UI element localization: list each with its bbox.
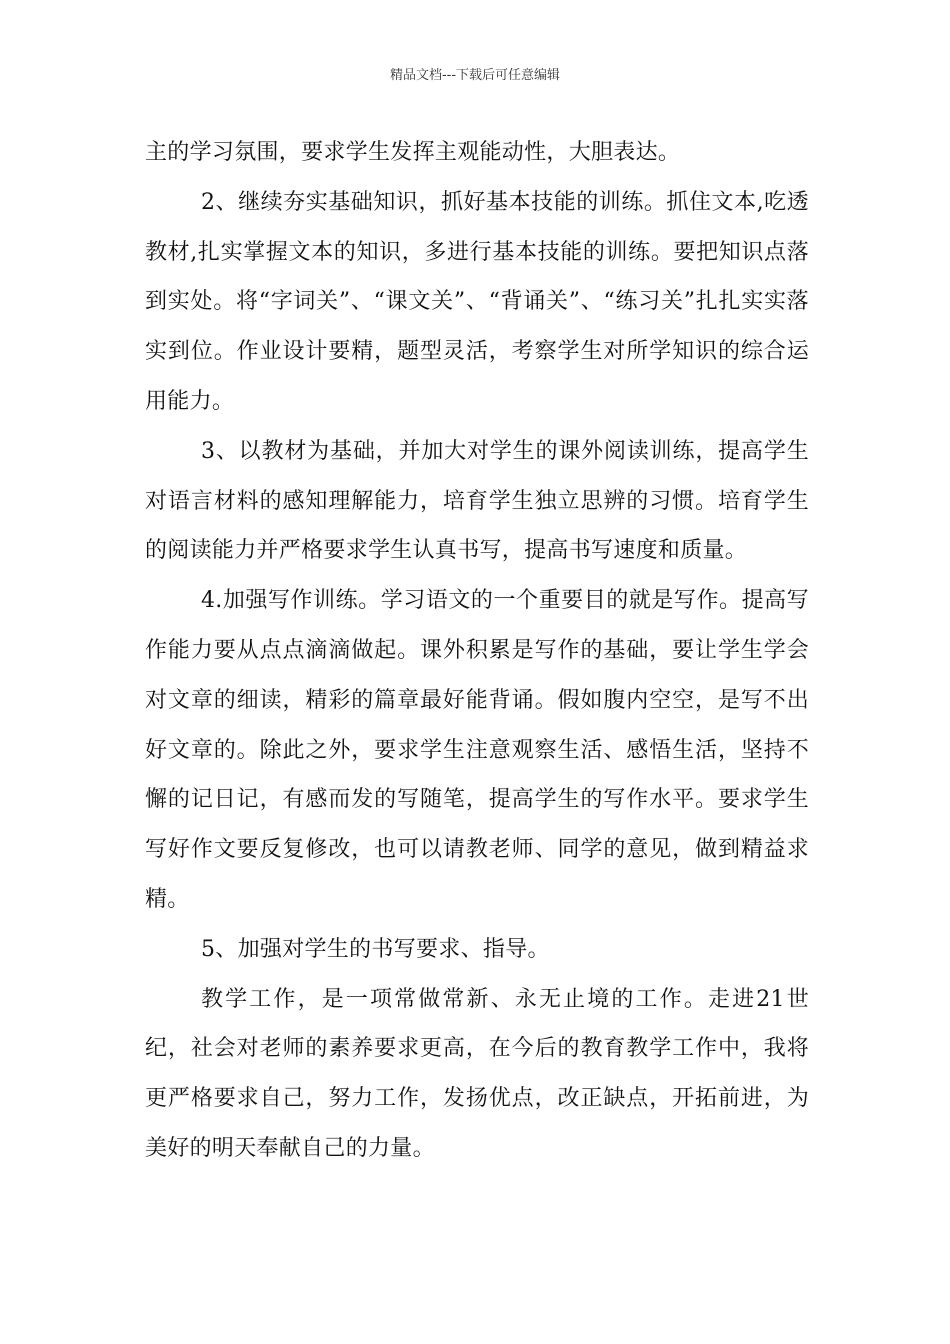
paragraph-item-5: 5、加强对学生的书写要求、指导。: [201, 936, 550, 962]
paragraph-item-3: 3、以教材为基础，并加大对学生的课外阅读训练，提高学生对语言材料的感知理解能力，培育学生独立思辨的习惯。培育学生的阅读能力并严格要求学生认真书写，提高书写速度和质量。: [145, 438, 809, 564]
paragraph-continuation: 主的学习氛围，要求学生发挥主观能动性，大胆表达。: [145, 140, 681, 165]
page-header: 精品文档---下载后可任意编辑: [389, 68, 561, 83]
paragraph-item-2: 2、继续夯实基础知识，抓好基本技能的训练。抓住文本,吃透教材,扎实掌握文本的知识，多进行基本技能的训练。要把知识点落到实处。将“字词关”、“课文关”、“背诵关”、“练习关”扎扎实实落实到位。作业设计要精，题型灵活，考察学生对所学知识的综合运用能力。: [145, 189, 809, 414]
paragraph-conclusion: 教学工作，是一项常做常新、永无止境的工作。走进21世纪，社会对老师的素养要求更高，在今后的教育教学工作中，我将更严格要求自己，努力工作，发扬优点，改正缺点，开拓前进，为美好的明天奉献自己的力量。: [145, 986, 809, 1161]
paragraph-item-4: 4.加强写作训练。学习语文的一个重要目的就是写作。提高写作能力要从点点滴滴做起。课外积累是写作的基础，要让学生学会对文章的细读，精彩的篇章最好能背诵。假如腹内空空，是写不出好文章的。除此之外，要求学生注意观察生活、感悟生活，坚持不懈的记日记，有感而发的写随笔，提高学生的写作水平。要求学生写好作文要反复修改，也可以请教老师、同学的意见，做到精益求精。: [145, 588, 809, 912]
document-body: [145, 128, 809, 1174]
